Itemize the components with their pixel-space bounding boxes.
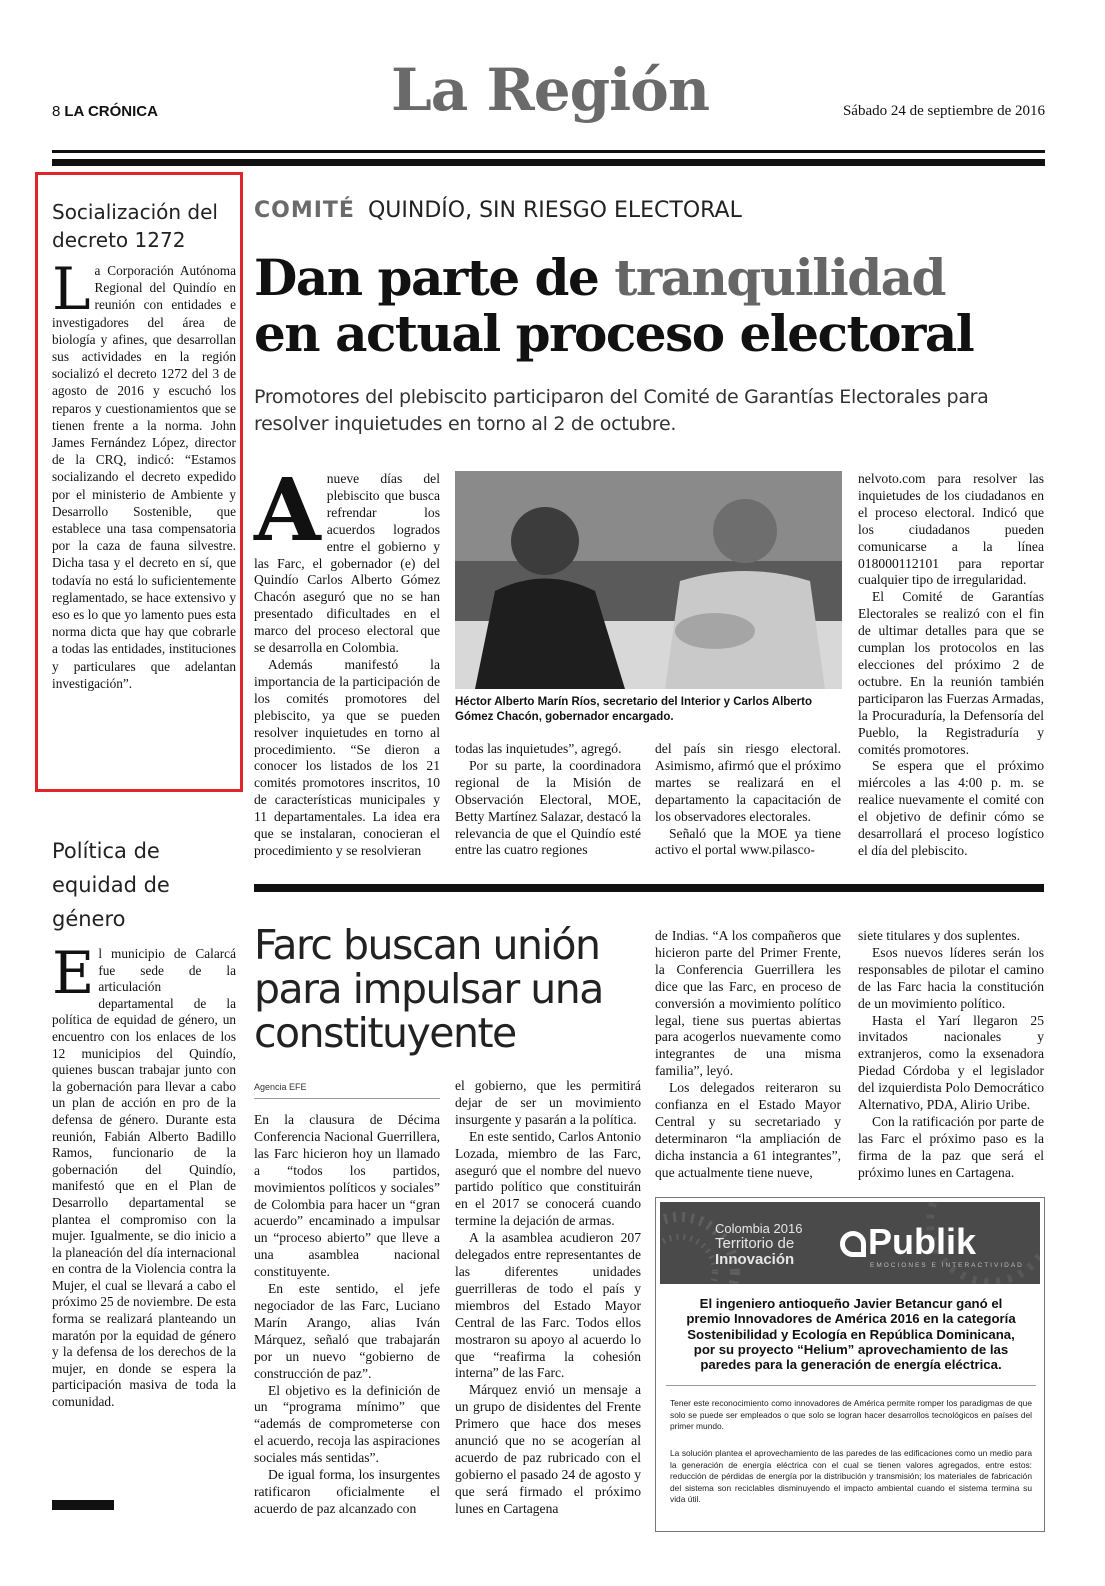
masthead-rule-bottom [52,159,1045,166]
article2-byline: Agencia EFE [254,1082,307,1092]
article2-col2-p4: Márquez envió un mensaje a un grupo de disidentes del Frente Primero que hace dos meses anunció que no se acogerían al acuerdo de paz rubricado con el gobierno el pasado 24 de agosto y que será firmado el próximo lunes en Cartagena [455,1382,641,1516]
sidebar-genero [52,834,236,1411]
ad-banner [660,1202,1040,1284]
dropcap-e: E [52,939,95,1007]
article1-col3-p2: Señaló que la MOE ya tiene activo el portal www.pilasco- [655,825,841,858]
article1-col1-lead: nueve días del plebiscito que busca refrendar los acuerdos logrados entre el gobierno y las Farc, el gobernador (e) del Quindío Carlos Alberto Gómez Chacón aseguró que no se han presentado dificultades en el marco del proceso electoral que se desarrolla en Colombia. [254,471,440,656]
article2-col1-p4: De igual forma, los insurgentes ratificaron oficialmente el acuerdo de paz alcanzado con [254,1467,440,1516]
page-folio [52,103,158,120]
article2-col4-p4: Con la ratificación por parte de las Farc el próximo paso es la firma de la paz que será el próximo lunes en Cartagena. [858,1113,1044,1180]
masthead-rule-top [52,150,1045,153]
article2-col4-p2: Esos nuevos líderes serán los responsables de pilotar el camino de las Farc hacia la constitución de un movimiento político. [858,944,1044,1011]
article1-headline [254,250,1054,362]
sidebar-decreto [52,198,236,692]
publik-tagline: EMOCIONES E INTERACTIVIDAD [870,1262,1024,1269]
section-divider [254,884,1044,892]
page-number: 8 [52,103,61,120]
ad-paragraph-2: La solución plantea el aprovechamiento de las paredes de las edificaciones como un medio para la generación de energía eléctrica con el cual se tienen valores agregados, entre estos: reducción de pérdidas de energía por la distribución y transmisión; los materiales de fabricación del sistema son reciclables disminuyendo el impacto ambiental cuando el sistema termina su vida útil. [670,1448,1032,1505]
article2-col4 [858,928,1044,1182]
article2-col4-p3: Hasta el Yarí llegaron 25 invitados nacionales y extranjeros, como la exsenadora Piedad Córdoba y el legislador del izquierdista Polo Democrático Alternativo, PDA, Alirio Uribe. [858,1012,1044,1113]
ad-badge [715,1222,802,1268]
article1-col1 [254,460,440,860]
article1-col4-p3: Se espera que el próximo miércoles a las 4:00 p. m. se realice nuevamente el comité con el objetivo de definir cómo se desarrollará el proceso logístico el día del plebiscito. [858,758,1044,858]
article1-kicker [254,198,742,223]
photo-caption: Héctor Alberto Marín Ríos, secretario del Interior y Carlos Alberto Gómez Chacón, gobernador encargado. [455,696,813,723]
sidebar-genero-body [52,939,236,1411]
publik-logo-icon [840,1231,866,1257]
publik-ad[interactable] [655,1197,1045,1532]
dropcap-l: L [52,255,91,323]
sidebar-genero-heading: Política de equidad de género [52,839,170,931]
article2-col4-p1: siete titulares y dos suplentes. [858,928,1020,943]
headline-part2: en actual proceso electoral [254,304,974,363]
ad-paragraph-1: Tener este reconocimiento como innovadores de América permite romper los paradigmas de que solo se puede ser empleados o que solo se logran hacer desarrollos tecnológicos en países del primer mundo. [670,1398,1032,1432]
section-title: La Región [390,56,710,124]
ad-badge-line2: Territorio de [715,1235,795,1252]
article2-col1-p3: El objetivo es la definición de un “programa mínimo” que “además de comprometerse con el acuerdo, recoja las aspiraciones sociales más sentidas”. [254,1382,440,1466]
headline-highlight: tranquilidad [614,248,946,307]
article2-col1-p1: En la clausura de Décima Conferencia Nacional Guerrillera, las Farc hicieron hoy un llamado a “todos los partidos, movimientos políticos y sociales” de Colombia para hacer un “gran acuerdo” encaminado a impulsar un “proceso abierto” que lleve a una asamblea nacional constituyente. [254,1112,440,1280]
article2-col2 [455,1078,641,1518]
article2-col3-p1: de Indias. “A los compañeros que hicieron parte del Primer Frente, la Conferencia Guerrillera les dice que las Farc, en proceso de conversión a movimiento político legal, tiene sus puertas abiertas para acogerlos nuevamente como integrantes de una misma familia”, leyó. [655,928,841,1079]
sidebar-decreto-body [52,255,236,692]
article1-photo [455,471,842,689]
article1-subhead: Promotores del plebiscito participaron del Comité de Garantías Electorales para resolver inquietudes en torno al 2 de octubre. [254,386,989,435]
sidebar-genero-text: l municipio de Calarcá fue sede de la articulación departamental de la política de equidad de género, un encuentro con los enlaces de los 12 municipios del Quindío, quienes buscan trabajar junto con la gobernación para llevar a cabo un plan de acción en pro de la defensa de género. Durante esta reunión, Fabián Alberto Badillo Ramos, funcionario de la gobernación del Quindío, manifestó que en el Plan de Desarrollo departamental se plantea el compromiso con la mujer. Igualmente, se dio inicio a la planeación del día internacional en contra de la Violencia contra la Mujer, el cual se llevará a cabo el próximo 25 de noviembre. De esta forma se realizará planteando un maratón por la equidad de género y la defensa de los derechos de la mujer, en donde se espera la participación masiva de toda la comunidad. [52,946,236,1410]
publik-brand: Publik [868,1221,977,1262]
article1-col1-p2: Además manifestó la importancia de la participación de los comités promotores del plebiscito, ya que se pueden resolver inquietudes en torno al procedimiento. “Se dieron a conocer los listados de los 21 comités promotores inscritos, 10 de características municipales y 11 departamentales. La idea era que se instalaran, conocieran el procedimiento y se resolvieran [254,656,440,858]
article1-col4-p2: El Comité de Garantías Electorales se realizó con el fin de ultimar detalles para que se cumplan los protocolos en las elecciones del próximo 2 de octubre. En la reunión también participaron las Fuerzas Armadas, la Procuraduría, la Defensoría del Pueblo, la Registraduría y comités promotores. [858,589,1044,757]
article2-col2-p2: En este sentido, Carlos Antonio Lozada, miembro de las Farc, aseguró que el nombre del nuevo partido político que constituirán en el 2017 se conocerá cuando termine la dejación de armas. [455,1128,641,1229]
article1-col4 [858,471,1044,860]
article1-col4-p1: nelvoto.com para resolver las inquietudes de los ciudadanos en el proceso electoral. Indicó que los ciudadanos pueden comunicarse a la línea 018000112101 para reportar cualquier tipo de irregularidad. [858,471,1044,588]
article2-col2-p1: el gobierno, que les permitirá dejar de ser un movimiento insurgente y pasarán a la política. [455,1078,641,1127]
article2-col3-p2: Los delegados reiteraron su confianza en el Estado Mayor Central y su secretariado y determinaron “la ampliación de dicha instancia a 61 integrantes”, que actualmente tiene nueve, [655,1080,841,1180]
headline-part1: Dan parte de [254,248,615,307]
paper-name: LA CRÓNICA [64,103,158,120]
article2-col1-p2: En este sentido, el jefe negociador de las Farc, Luciano Marín Arango, alias Iván Márquez, señaló que trabajarán por un nuevo “gobierno de construcción de paz”. [254,1281,440,1381]
kicker-label: COMITÉ [254,198,355,223]
issue-date: Sábado 24 de septiembre de 2016 [842,103,1045,119]
photo-illustration [455,471,842,689]
end-marker [52,1500,114,1510]
dropcap-a: A [254,460,321,561]
article2-col1 [254,1112,440,1518]
article1-col2 [455,741,641,859]
article1-col3-p1: del país sin riesgo electoral. Asimismo, afirmó que el próximo martes se realizará en el departamento la capacitación de los observadores electorales. [655,741,841,824]
article2-col3 [655,928,841,1182]
ad-badge-line1: Colombia 2016 [715,1221,803,1236]
article2-col2-p3: A la asamblea acudieron 207 delegados entre representantes de las diferentes unidades guerrilleras de todo el país y miembros del Estado Mayor Central de las Farc. Todos ellos mostraron su apoyo al acuerdo lo que “reafirma la cohesión interna” de las Farc. [455,1230,641,1381]
article1-col2-p2: Por su parte, la coordinadora regional de la Misión de Observación Electoral, MOE, Betty Martínez Salazar, destacó la relevancia de que el Quindío esté entre las cuatro regiones [455,757,641,858]
article1-col3 [655,741,841,859]
article2-headline: Farc buscan unión para impulsar una constituyente [254,921,603,1057]
ad-divider [666,1385,1036,1386]
sidebar-decreto-text: a Corporación Autónoma Regional del Quindío en reunión con entidades e investigadores del área de biología y afines, que desarrollan sus actividades en la región socializó el decreto 1272 del 3 de agosto de 2016 y escuchó los reparos y cuestionamientos que se tienen frente a la norma. John James Fernández López, director de la CRQ, indicó: “Estamos socializando el decreto expedido por el ministerio de Ambiente y Desarrollo Sostenible, que establece una tasa compensatoria por la caza de fauna silvestre. Dicha tasa y el decreto en sí, que todavía no está lo suficientemente reglamentado, se hace extensivo y eso es lo que yo lamento pues esta norma dicta que hay que cobrarle a todas las entidades, instituciones y particulares que adelantan investigación”. [52,263,236,691]
sidebar-decreto-heading: Socialización del decreto 1272 [52,200,218,252]
article1-col2-p1: todas las inquietudes”, agregó. [455,741,622,756]
kicker-text: QUINDÍO, SIN RIESGO ELECTORAL [367,198,742,223]
ad-headline: El ingeniero antioqueño Javier Betancur ganó el premio Innovadores de América 2016 en la categoría Sostenibilidad y Ecología en República Dominicana, por su proyecto “Helium” aprovechamiento de las paredes para la generación de energía eléctrica. [686,1296,1016,1373]
byline-rule [254,1098,440,1099]
publik-logo [840,1221,977,1262]
ad-badge-line3: Innovación [715,1251,795,1268]
